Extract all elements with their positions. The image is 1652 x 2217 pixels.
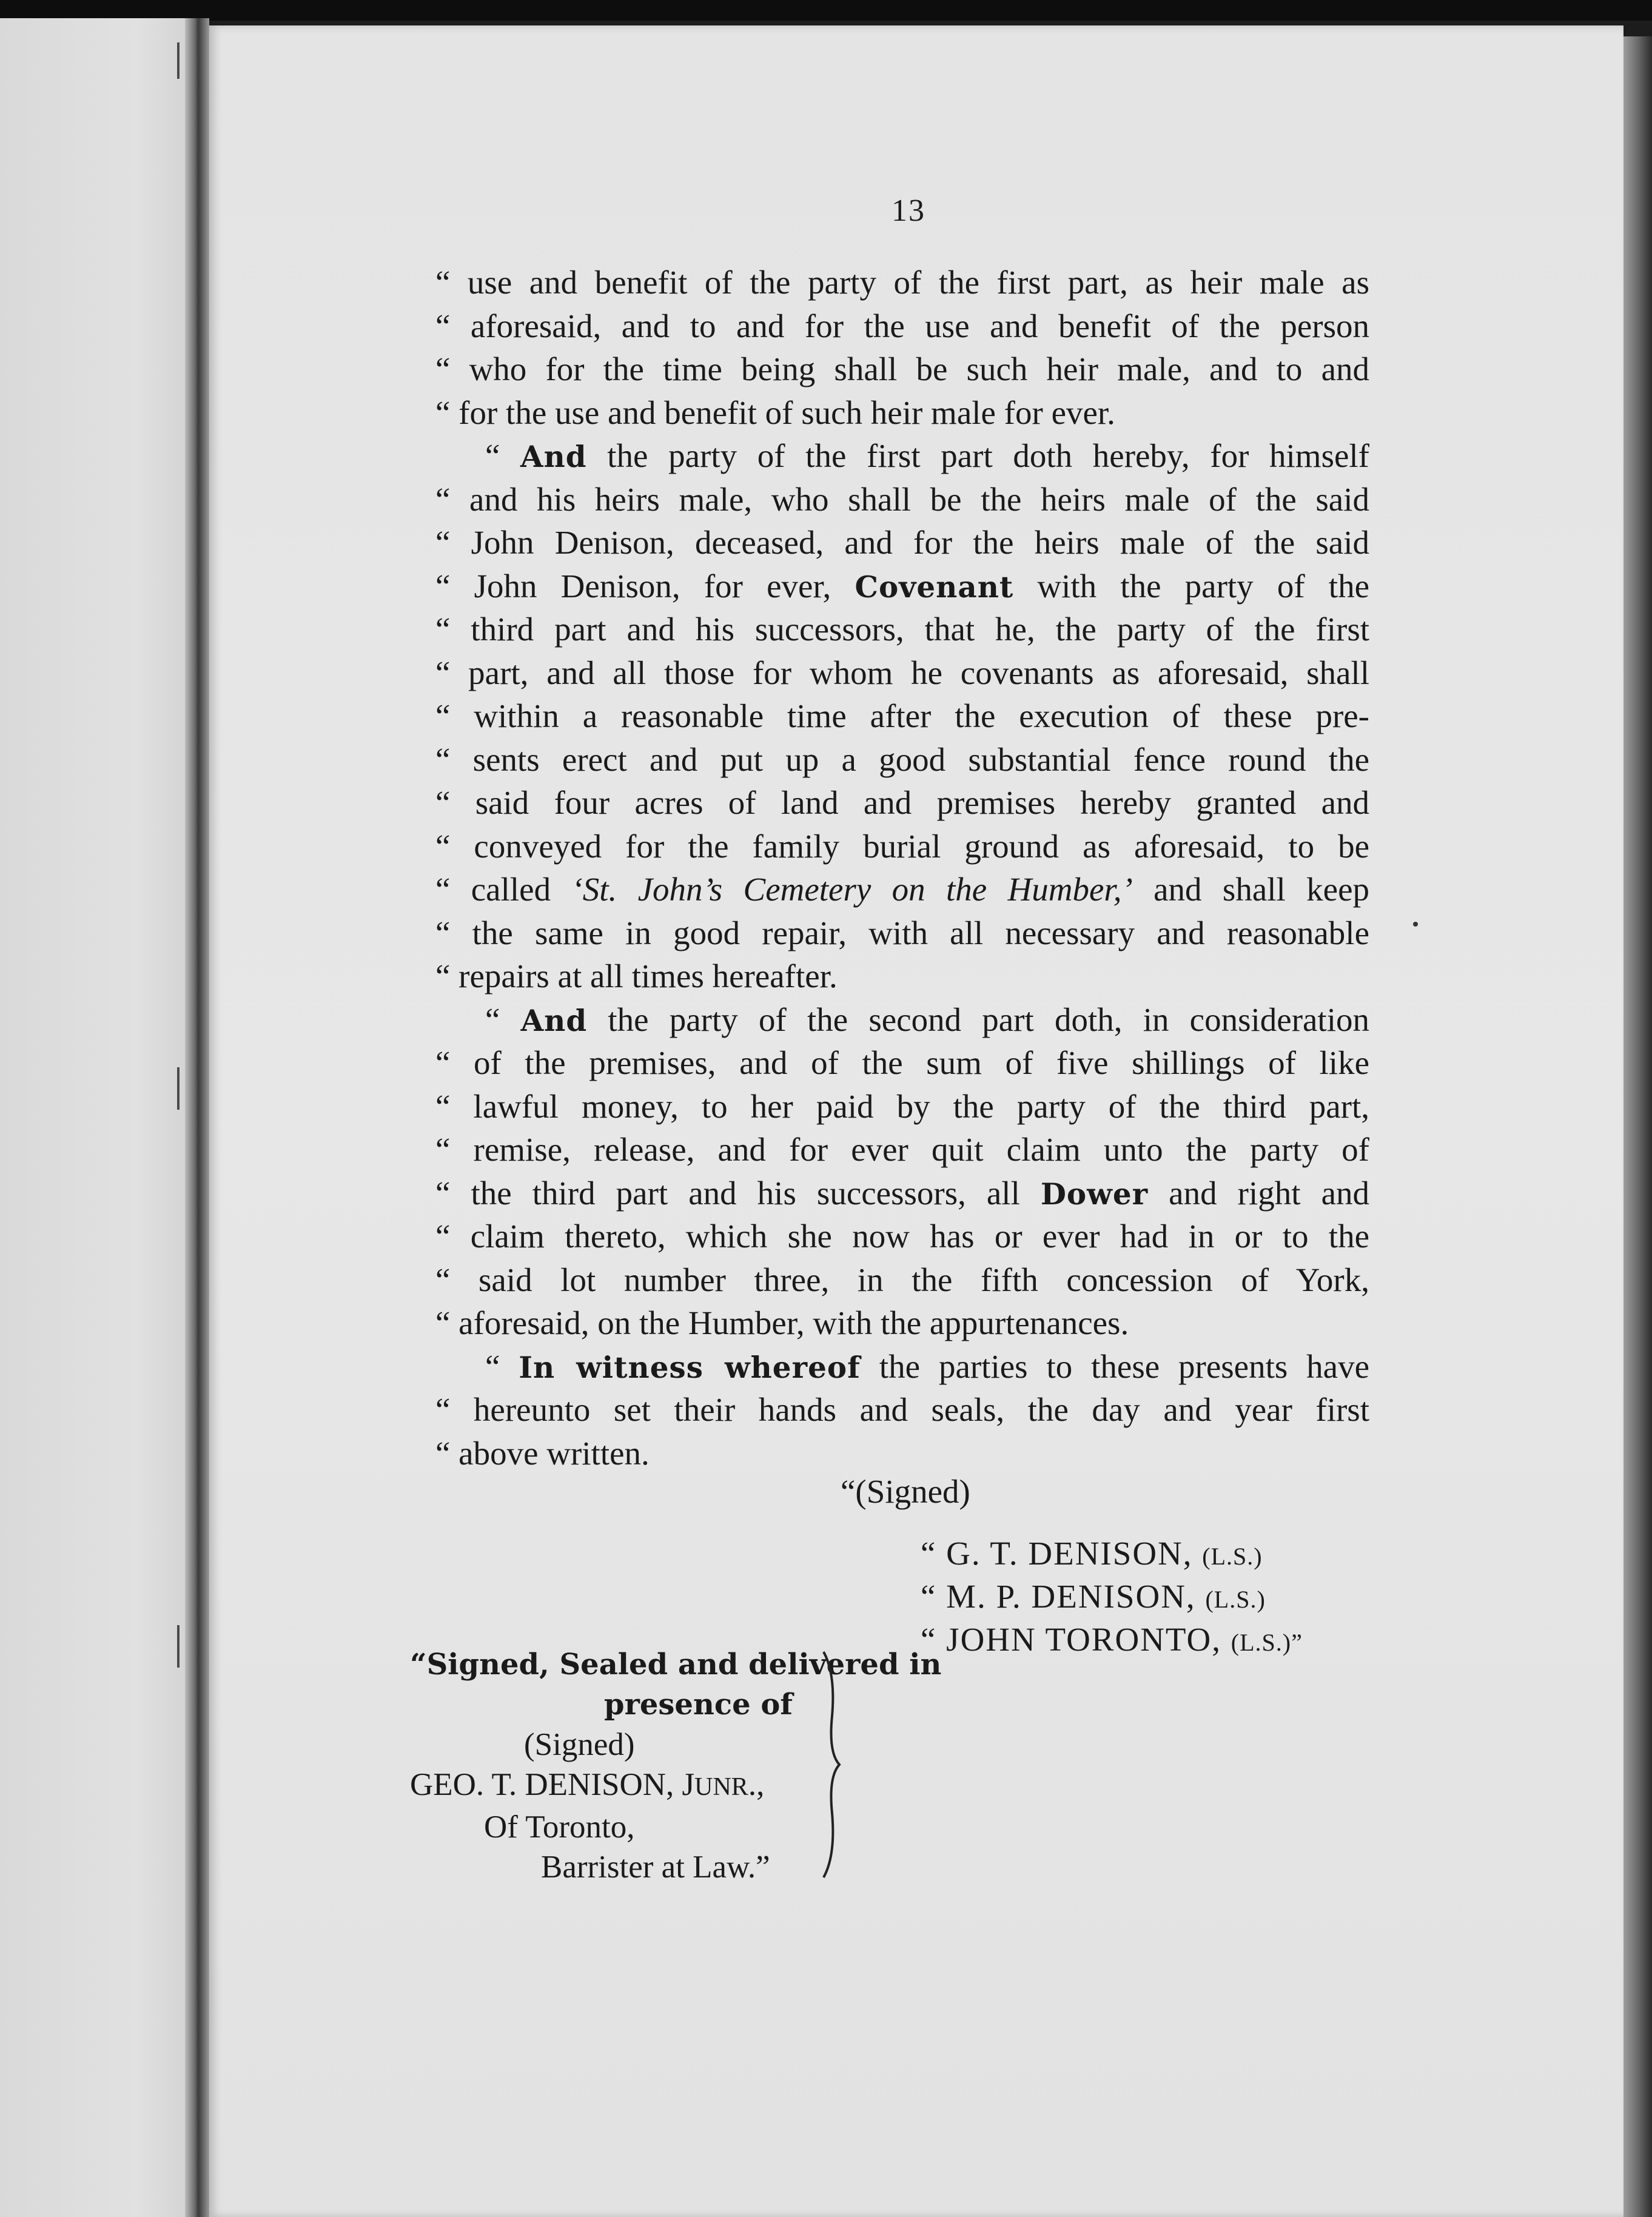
line-text: “ the third part and his successors, all: [435, 1174, 1041, 1212]
signatory-name: “ M. P. DENISON,: [921, 1578, 1196, 1615]
text-line: “ repairs at all times hereafter.: [435, 958, 838, 994]
bracket-icon: [820, 1649, 844, 1880]
margin-mark: [177, 1625, 180, 1668]
signed-label: “(Signed): [841, 1473, 970, 1510]
text-line: “ third part and his successors, that he, the party of the first: [435, 611, 1369, 648]
witness-name-suffix: UNR: [694, 1773, 748, 1801]
text-line: [435, 1172, 1369, 1215]
witness-place: Of Toronto,: [484, 1809, 635, 1845]
seal-mark: (L.S.): [1205, 1586, 1266, 1613]
text-line: “ use and benefit of the party of the first part, as heir male as: [435, 264, 1369, 301]
cemetery-name: ‘St. John’s Cemetery on the Humber,’: [571, 871, 1133, 908]
text-line: “ for the use and benefit of such heir male for ever.: [435, 394, 1115, 431]
text-line: “ of the premises, and of the sum of five shillings of like: [435, 1044, 1369, 1081]
witness-name-text: GEO. T. DENISON, J: [410, 1767, 695, 1802]
witness-signed: (Signed): [524, 1727, 635, 1762]
text-line: “ conveyed for the family burial ground as aforesaid, to be: [435, 827, 1369, 865]
deed-text: [435, 261, 1369, 1475]
text-line: “ part, and all those for whom he covenants as aforesaid, shall: [435, 654, 1369, 691]
text-line: “ aforesaid, on the Humber, with the appurtenances.: [435, 1304, 1129, 1341]
line-text: the party of the first part doth hereby, for himself: [586, 437, 1369, 474]
text-line: “ above written.: [435, 1434, 650, 1472]
signature-line: [921, 1534, 1263, 1572]
line-text: the parties to these presents have: [860, 1347, 1369, 1385]
text-line: “ hereunto set their hands and seals, the day and year first: [435, 1391, 1369, 1428]
blackletter-word: Covenant: [855, 570, 1014, 605]
facing-page-left: [0, 18, 194, 2217]
line-open-quote: “: [485, 1001, 521, 1038]
seal-mark: (L.S.)”: [1231, 1629, 1303, 1656]
text-line: [435, 998, 1369, 1042]
text-line: “ sents erect and put up a good substantial fence round the: [435, 740, 1369, 778]
line-text: with the party of the: [1013, 567, 1369, 605]
text-line: “ who for the time being shall be such heir male, and to and: [435, 350, 1369, 387]
blackletter-word: And: [520, 1004, 588, 1038]
text-line: “ within a reasonable time after the execution of these pre-: [435, 697, 1369, 734]
line-text: and right and: [1148, 1174, 1369, 1212]
scan-border-top: [0, 0, 1652, 21]
page-edge-right: [1623, 36, 1652, 2217]
text-line: “ claim thereto, which she now has or ever had in or to the: [435, 1218, 1369, 1255]
margin-mark: [177, 42, 180, 79]
text-line: “ remise, release, and for ever quit claim unto the party of: [435, 1131, 1369, 1168]
signature-line: [921, 1620, 1303, 1659]
line-text: the party of the second part doth, in consideration: [587, 1001, 1369, 1038]
text-line: “ lawful money, to her paid by the party of the third part,: [435, 1087, 1369, 1125]
signatory-name: “ JOHN TORONTO,: [921, 1621, 1221, 1658]
book-spine: [185, 18, 209, 2217]
blackletter-phrase: In witness whereof: [519, 1350, 861, 1385]
text-line: “ the same in good repair, with all necessary and reasonable: [435, 914, 1369, 951]
text-line: “ said four acres of land and premises hereby granted and: [435, 784, 1369, 821]
blackletter-word: Dower: [1040, 1177, 1149, 1212]
line-text: “ John Denison, for ever,: [435, 567, 855, 605]
witness-block: [410, 1645, 942, 1887]
witness-heading: presence of: [604, 1688, 793, 1722]
witness-name-end: .,: [748, 1767, 765, 1802]
text-line: “ said lot number three, in the fifth concession of York,: [435, 1261, 1369, 1298]
line-open-quote: “: [485, 437, 521, 474]
line-text: and shall keep: [1132, 871, 1369, 908]
line-text: “ called: [435, 871, 572, 908]
page-number: 13: [891, 193, 925, 228]
seal-mark: (L.S.): [1202, 1543, 1263, 1570]
text-line: “ aforesaid, and to and for the use and benefit of the person: [435, 307, 1369, 344]
witness-heading: “Signed, Sealed and delivered in: [410, 1648, 942, 1682]
signatory-name: “ G. T. DENISON,: [921, 1535, 1193, 1572]
text-line: [435, 1345, 1369, 1389]
margin-mark: [177, 1067, 180, 1110]
blackletter-word: And: [520, 440, 587, 474]
ink-speck: [1413, 922, 1418, 927]
line-open-quote: “: [485, 1347, 519, 1385]
text-line: [435, 565, 1369, 608]
text-line: [435, 868, 1369, 911]
text-line: “ John Denison, deceased, and for the heirs male of the said: [435, 524, 1369, 561]
text-line: [435, 434, 1369, 478]
witness-name: [410, 1765, 828, 1807]
signature-line: [921, 1577, 1266, 1615]
witness-title: Barrister at Law.”: [541, 1850, 770, 1885]
text-line: “ and his heirs male, who shall be the heirs male of the said: [435, 480, 1369, 518]
